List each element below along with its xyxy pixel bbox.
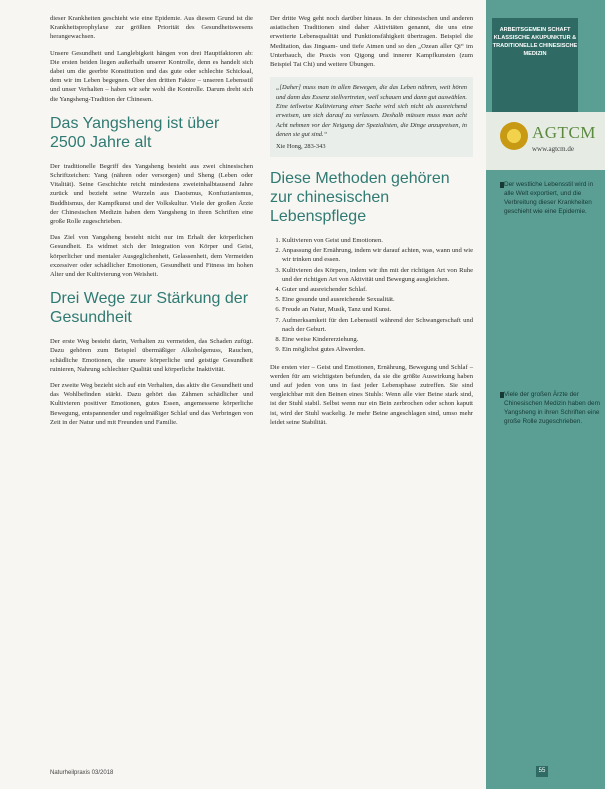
logo-icon: [500, 122, 528, 150]
sidebar-note-text: Viele der großen Ärzte der Chinesischen Medizin haben dem Yangsheng in ihren Schriften eine große Rolle zugeschrieben.: [504, 391, 600, 425]
list-item: 1. Kultivieren von Geist und Emotionen.: [282, 236, 473, 245]
paragraph: Der dritte Weg geht noch darüber hinaus. In der chinesischen und anderen asiatischen Traditionen sind daher Aktivitäten genannt, die uns eine erweiterte Lebensqualität und Funktionsfähigkeit übertragen. Beispiel die Meditation, das Jingsam- und tiefe Atmen und so den „Ozean aller Qi“ im Unterbauch, die Praxis von Qigong und innerer Kampfkunsten (zum Beispiel Tai Chi) und weitere Übungen.: [270, 15, 473, 69]
paragraph: Der erste Weg besteht darin, Verhalten zu vermeiden, das Schaden zufügt. Dazu gehören zum Beispiel übermäßiger Alkoholgenuss, Rauchen, schädliche Emotionen, die unsere körperliche und geistige Gesundheit ruinieren, Nahrung schlechter Qualität und körperliche Inaktivität.: [50, 338, 253, 373]
list-item: 7. Aufmerksamkeit für den Lebensstil während der Schwangerschaft und nach der Geburt.: [282, 316, 473, 334]
list-item: 6. Freude an Natur, Musik, Tanz und Kunst.: [282, 305, 473, 314]
paragraph: Unsere Gesundheit und Langlebigkeit hängen von drei Hauptfaktoren ab: Die ersten beiden liegen außerhalb unserer Kontrolle, denn es handelt sich dabei um die geerbte Konstitution und das gute oder schlechte Schicksal, dem wir im Leben begegnen. Über den dritten Faktor – unseren Lebensstil und unser Verhalten – haben wir sehr wohl die Kontrolle. Darum dreht sich die Yangsheng-Tradition der Chinesen.: [50, 49, 253, 103]
sidebar: [486, 0, 605, 789]
quote-box: [270, 77, 473, 157]
logo-text: AGTCM: [532, 123, 596, 142]
list-item: 4. Guter und ausreichender Schlaf.: [282, 285, 473, 294]
middle-column: [270, 14, 473, 434]
sidebar-note: [504, 390, 602, 426]
list-item: 8. Eine weise Kindererziehung.: [282, 335, 473, 344]
list-item: 9. Ein möglichst gutes Altwerden.: [282, 345, 473, 354]
list-item: 5. Eine gesunde und ausreichende Sexualität.: [282, 295, 473, 304]
logo-url: www.agtcm.de: [532, 145, 574, 153]
quote-source: Xie Hong, 283-343: [276, 142, 326, 150]
section-heading: Diese Methoden gehören zur chinesischen Lebenspflege: [270, 170, 450, 226]
paragraph: Die ersten vier – Geist und Emotionen, Ernährung, Bewegung und Schlaf – werden für am wichtigsten befunden, da sie die größte Auswirkung haben und auf jeden von uns in fast jeder Lebensphase zutreffen. Sie sind vergleichbar mit den Beinen eines Stuhls: Wenn alle vier Beine stark sind, ist der Stuhl stabil. Selbst wenn nur ein Bein zerbrochen oder schon kaputt ist, wird der Stuhl wackelig. Je mehr Beine angeschlagen sind, umso mehr leidet seine Stabilität.: [270, 363, 473, 426]
logo-panel: [486, 112, 605, 170]
page-number: 55: [536, 766, 548, 777]
footer-publication: Naturheilpraxis 03/2018: [50, 770, 114, 776]
paragraph: Der zweite Weg bezieht sich auf ein Verhalten, das aktiv die Gesundheit und das Wohlbefinden stärkt. Dazu gehört das Zähmen schädlicher und Kultivieren positiver Emotionen, gutes Essen, angemessene körperliche Bewegung, entspannender und regelmäßiger Schlaf und das Verbringen von Zeit in der Natur und mit Freunden und Familie.: [50, 382, 253, 426]
paragraph: Das Ziel von Yangsheng besteht nicht nur im Erhalt der körperlichen Gesundheit. Es widmet sich der Integration von Körper und Geist, körperlicher und mentaler Ausgeglichenheit, Gelassenheit, dem Vermeiden exzessiver oder schädlicher Emotionen, Gesundheit und Fitness im hohen Alter und der Kultivierung von Weisheit.: [50, 234, 253, 279]
sidebar-header: ARBEITSGEMEIN SCHAFT KLASSISCHE AKUPUNKTUR & TRADITIONELLE CHINESISCHE MEDIZIN: [492, 18, 578, 112]
section-heading: Drei Wege zur Stärkung der Gesundheit: [50, 290, 249, 327]
list-item: 2. Anpassung der Ernährung, indem wir darauf achten, was, wann und wie wir trinken und essen.: [282, 246, 473, 264]
section-heading: Das Yangsheng ist über 2500 Jahre alt: [50, 114, 220, 151]
sidebar-note: [504, 180, 602, 216]
paragraph: Der traditionelle Begriff des Yangsheng besteht aus zwei chinesischen Schriftzeichen: Yang (nähren oder versorgen) und Sheng (Leben oder Vitalität). Seine Geschichte reicht mindestens zweieinhalbtausend Jahre zurück und bezieht seine Wurzeln aus Daoismus, Konfuzianismus, Buddhismus, der Kampfkunst und der Volkskultur. Viele der großen Ärzte der Chinesischen Medizin haben dem Yangsheng in ihren Schriften eine große Rolle zugeschrieben.: [50, 162, 253, 226]
bullet-icon: [500, 392, 504, 398]
bullet-icon: [500, 182, 504, 188]
list-item: 3. Kultivieren des Körpers, indem wir ihn mit der richtigen Art von Ruhe und der richtigen Art von Aktivität und Bewegung ausgleichen.: [282, 266, 473, 284]
paragraph: dieser Krankheiten geschieht wie eine Epidemie. Aus diesem Grund ist die Krankheitsprophylaxe zur größten Priorität des Gesundheitswesens herangewachsen.: [50, 15, 253, 41]
left-column: [50, 14, 253, 434]
methods-list: [270, 236, 473, 354]
quote-text: „[Daher] muss man in allen Bewegen, die das Leben nähren, weit hören und dann das Essenz stellvertreten, weil schauen und dann gut auswählen. Eine teilweise Kultivierung einer Sache wird sich nicht als ausreichend erweisen, um sich darauf zu verlassen. Deshalb müssen muss man acht Acht nehmen vor der Neigung der Spezialisten, die Dinge anzupreisen, in denen sie gut sind.“: [276, 84, 467, 139]
sidebar-note-text: Der westliche Lebensstil wird in alle Welt exportiert, und die Verbreitung dieser Krankheiten geschieht wie eine Epidemie.: [504, 181, 594, 215]
